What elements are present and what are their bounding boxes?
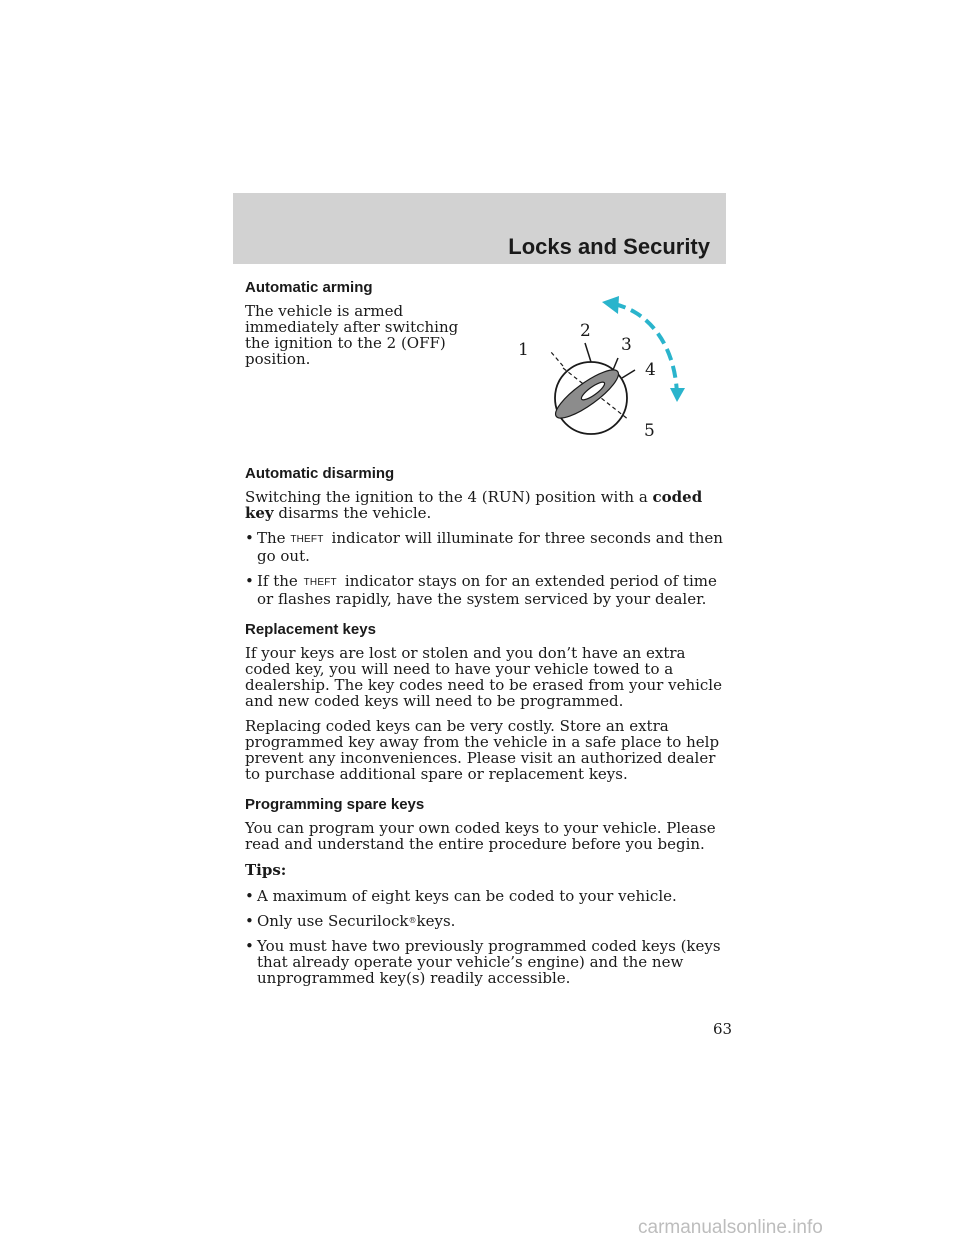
label-2: 2 xyxy=(580,321,591,341)
disarming-bullet-2: • If the THEFT indicator stays on for an extended period of time or flashes rapidly, have the system serviced by your dealer. xyxy=(245,572,717,608)
page-content xyxy=(245,279,735,986)
label-3: 3 xyxy=(621,335,632,355)
registered-mark: ® xyxy=(408,916,417,925)
heading-automatic-arming: Automatic arming xyxy=(245,279,373,296)
section-title: Locks and Security xyxy=(508,234,710,259)
automatic-arming-text: The vehicle is armed immediately after switching the ignition to the 2 (OFF) position. xyxy=(245,302,459,368)
header-band xyxy=(233,193,726,264)
heading-automatic-disarming: Automatic disarming xyxy=(245,465,395,482)
theft-indicator-icon: THEFT xyxy=(290,534,324,545)
tips-label: Tips: xyxy=(245,861,287,879)
coded-key-emphasis: coded key xyxy=(245,488,703,522)
heading-programming-spare-keys: Programming spare keys xyxy=(245,796,425,813)
label-5: 5 xyxy=(644,421,655,441)
tip-3: • You must have two previously programmed coded keys (keys that already operate your vehicle’s engine) and the new unprogrammed key(s) readily accessible. xyxy=(245,937,721,987)
page-number: 63 xyxy=(713,1020,733,1038)
watermark: carmanualsonline.info xyxy=(638,1217,823,1238)
tip-2: • Only use Securilock®keys. xyxy=(245,912,456,930)
programming-intro: You can program your own coded keys to your vehicle. Please read and understand the entire procedure before you begin. xyxy=(245,819,716,853)
label-1: 1 xyxy=(518,340,529,360)
replacement-keys-para-1: If your keys are lost or stolen and you don’t have an extra coded key, you will need to have your vehicle towed to a dealership. The key codes need to be erased from your vehicle and new coded keys will need to be programmed. xyxy=(245,644,722,710)
disarming-bullet-1: • The THEFT indicator will illuminate for three seconds and then go out. xyxy=(245,529,723,565)
heading-replacement-keys: Replacement keys xyxy=(245,621,376,638)
label-4: 4 xyxy=(645,360,656,380)
replacement-keys-para-2: Replacing coded keys can be very costly. Store an extra programmed key away from the vehicle in a safe place to help prevent any inconveniences. Please visit an authorized dealer to purchase additional spare or replacement keys. xyxy=(245,717,720,783)
theft-indicator-icon: THEFT xyxy=(303,577,337,588)
automatic-disarming-text: Switching the ignition to the 4 (RUN) position with a coded key disarms the vehicle. xyxy=(245,488,703,522)
tip-1: • A maximum of eight keys can be coded to your vehicle. xyxy=(245,887,677,905)
